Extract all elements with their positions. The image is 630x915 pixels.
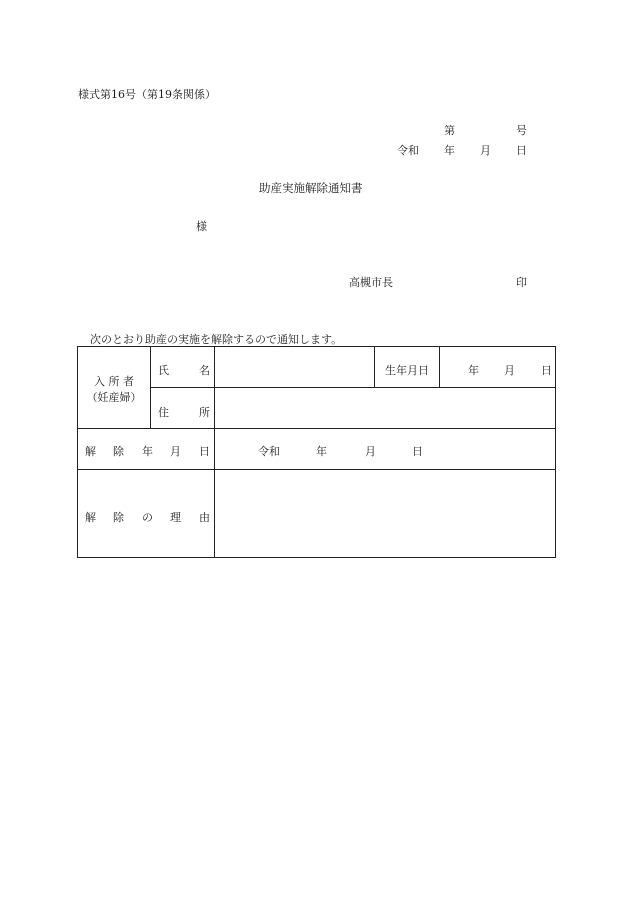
birth-month-unit: 月 — [504, 364, 515, 377]
name-field[interactable] — [216, 349, 372, 386]
reason-label-2: 除 — [113, 511, 124, 524]
date-era: 令和 — [397, 144, 419, 157]
number-suffix: 号 — [516, 124, 527, 137]
birth-day-unit: 日 — [541, 364, 552, 377]
cancel-date-month: 月 — [365, 445, 376, 458]
issuer: 高槻市長 — [349, 276, 393, 289]
name-label-1: 氏 — [158, 364, 169, 377]
cancel-date-label-3: 年 — [142, 445, 153, 458]
reason-label-1: 解 — [85, 511, 96, 524]
intro-text: 次のとおり助産の実施を解除するので通知します。 — [90, 333, 343, 346]
date-day: 日 — [516, 144, 527, 157]
notice-table — [77, 346, 556, 558]
resident-label: 入 所 者 — [94, 375, 134, 388]
cancel-date-label-2: 除 — [113, 445, 124, 458]
cancel-date-label-5: 日 — [199, 445, 210, 458]
reason-label-5: 由 — [199, 511, 210, 524]
document-title: 助産実施解除通知書 — [259, 181, 363, 195]
date-year: 年 — [444, 144, 455, 157]
birthdate-label: 生年月日 — [385, 364, 429, 377]
reason-label-4: 理 — [170, 511, 181, 524]
address-field[interactable] — [216, 389, 554, 427]
cancel-date-era: 令和 — [258, 445, 280, 458]
number-prefix: 第 — [444, 124, 455, 137]
name-label-2: 名 — [199, 364, 210, 377]
cancel-date-label-4: 月 — [170, 445, 181, 458]
cancel-date-label-1: 解 — [85, 445, 96, 458]
birth-year-unit: 年 — [468, 364, 479, 377]
date-month: 月 — [480, 144, 491, 157]
addressee-suffix: 様 — [196, 220, 207, 233]
resident-sublabel: （妊産婦） — [86, 391, 142, 404]
reason-field[interactable] — [216, 471, 554, 556]
cancel-date-day: 日 — [412, 445, 423, 458]
seal-mark: 印 — [516, 276, 527, 289]
address-label-1: 住 — [158, 406, 169, 419]
cancel-date-year: 年 — [316, 445, 327, 458]
reason-label-3: の — [142, 511, 153, 524]
form-id: 様式第16号（第19条関係） — [78, 88, 216, 101]
address-label-2: 所 — [199, 406, 210, 419]
